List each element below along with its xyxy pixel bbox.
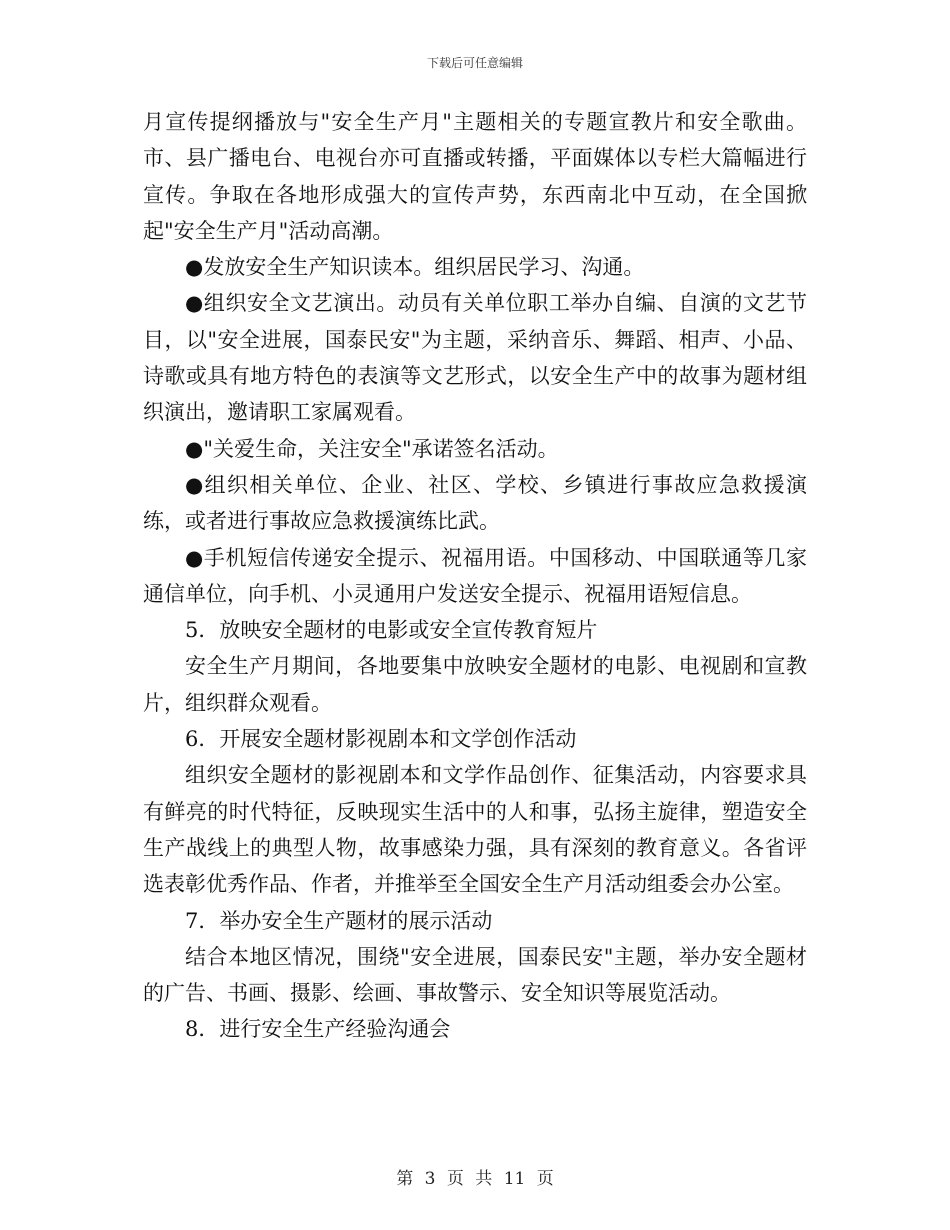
paragraph-bullet-sms: ●手机短信传递安全提示、祝福用语。中国移动、中国联通等几家通信单位，向手机、小灵通用户发送安全提示、祝福用语短信息。 [143,545,807,606]
document-body [143,104,807,1048]
page-header: 下载后可任意编辑 [426,56,523,70]
paragraph-section-6: 组织安全题材的影视剧本和文学作品创作、征集活动，内容要求具有鲜亮的时代特征，反映现实生活中的人和事，弘扬主旋律，塑造安全生产战线上的典型人物，故事感染力强，具有深刻的教育意义。各省评选表彰优秀作品、作者，并推举至全国安全生产月活动组委会办公室。 [143,763,807,897]
paragraph-bullet-drill: ●组织相关单位、企业、社区、学校、乡镇进行事故应急救援演练，或者进行事故应急救援演练比武。 [143,472,807,534]
paragraph-section-7: 结合本地区情况，围绕"安全进展，国泰民安"主题，举办安全题材的广告、书画、摄影、绘画、事故警示、安全知识等展览活动。 [143,944,807,1006]
paragraph-section-5: 安全生产月期间，各地要集中放映安全题材的电影、电视剧和宣教片，组织群众观看。 [143,654,807,715]
section-heading-7: 7．举办安全生产题材的展示活动 [185,908,493,933]
paragraph-bullet-signature: ●"关爱生命，关注安全"承诺签名活动。 [185,436,559,461]
section-heading-6: 6．开展安全题材影视剧本和文学创作活动 [185,727,577,752]
paragraph-continued: 月宣传提纲播放与"安全生产月"主题相关的专题宣教片和安全歌曲。市、县广播电台、电视台亦可直播或转播，平面媒体以专栏大篇幅进行宣传。争取在各地形成强大的宣传声势，东西南北中互动，在全国掀起"安全生产月"活动高潮。 [143,110,807,243]
section-heading-8: 8．进行安全生产经验沟通会 [185,1017,451,1042]
section-heading-5: 5．放映安全题材的电影或安全宣传教育短片 [185,618,598,643]
page-number: 第 3 页 共 11 页 [396,1169,554,1189]
paragraph-bullet-reading-material: ●发放安全生产知识读本。组织居民学习、沟通。 [185,255,645,280]
paragraph-bullet-performance: ●组织安全文艺演出。动员有关单位职工举办自编、自演的文艺节目，以"安全进展，国泰民安"为主题，采纳音乐、舞蹈、相声、小品、诗歌或具有地方特色的表演等文艺形式，以安全生产中的故事为题材组织演出，邀请职工家属观看。 [143,291,807,425]
